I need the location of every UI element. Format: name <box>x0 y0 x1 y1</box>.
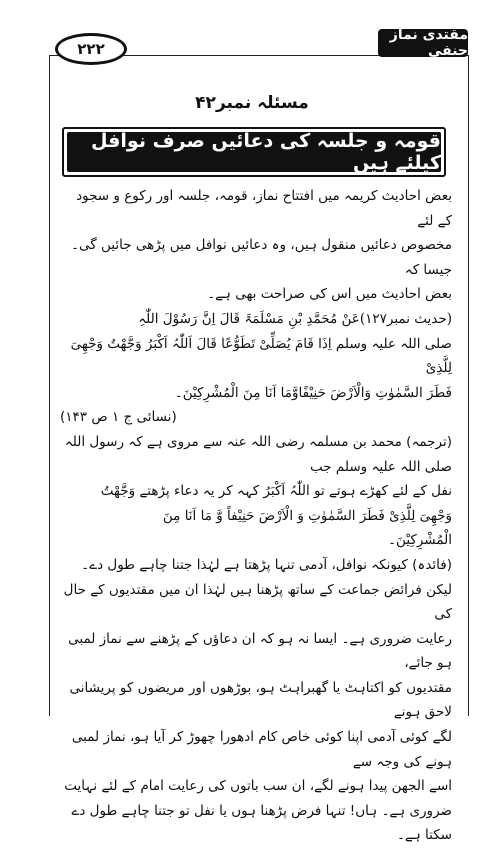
body-text <box>60 184 452 848</box>
text-line: ضروری ہے۔ ہاں! تنہا فرض پڑھنا ہوں یا نفل تو جتنا چاہے طول دے سکتا ہے۔ <box>71 802 452 844</box>
translation-line: الْمُشْرِکِیْنَ۔ <box>388 532 452 549</box>
hadith-line: صلی اللہ علیہ وسلم اِذَا قَامَ یُصَلِّیْ تَطَوُّعًا قَالَ اَللّٰہُ اَکْبَرُ وَجَّھْتُ وَجْھِیَ لِلَّذِیْ <box>70 335 452 377</box>
chapter-banner <box>62 127 446 177</box>
text-line: بعض احادیث کریمہ میں افتتاح نماز، قومہ، جلسہ اور رکوع و سجود کے لئے <box>76 188 452 229</box>
text-line: مخصوص دعائیں منقول ہیں، وہ دعائیں نوافل میں پڑھی جائیں گی۔ جیسا کہ <box>71 237 452 278</box>
masala-number: مسئلہ نمبر۴۲ <box>195 93 309 113</box>
book-title-badge <box>378 29 468 57</box>
translation-line: وَجْھِیَ لِلَّذِیْ فَطَرَ السَّمٰوٰتِ وَ الْاَرْضَ حَنِیْفاً وَّ مَا اَنَا مِنَ <box>162 507 452 524</box>
text-line: اسے الجھن پیدا ہونے لگے، ان سب باتوں کی رعایت امام کے لئے نہایت <box>64 778 452 795</box>
text-line: مقتدیوں کو اکتاہٹ یا گھبراہٹ ہو، بوڑھوں اور مریضوں کو پریشانی لاحق ہونے <box>69 679 452 721</box>
chapter-banner-title: قومہ و جلسہ کی دعائیں صرف نوافل کیلئے ہیں <box>67 132 441 172</box>
translation-line: (ترجمہ) محمد بن مسلمہ رضی اللہ عنہ سے مروی ہے کہ رسول اللہ صلی اللہ علیہ وسلم جب <box>64 433 452 475</box>
page-number-text: ۲۲۲ <box>77 40 105 58</box>
hadith-line: فَطَرَ السَّمٰوٰتِ وَالْاَرْضَ حَنِیْفًاوَّمَا اَنَا مِنَ الْمُشْرِکِیْنَ۔ <box>174 384 452 401</box>
text-line: لیکن فرائض جماعت کے ساتھ پڑھنا ہیں لہٰذا ان میں مقتدیوں کے حال کی <box>63 581 452 623</box>
text-line: لگے کوئی آدمی اپنا کوئی خاص کام ادھورا چھوڑ کر آیا ہو، نماز لمبی ہونے کی وجہ سے <box>71 729 452 770</box>
book-title-text: مقتدی نماز حنفی <box>389 27 468 59</box>
hadith-reference: (نسائی ج ۱ ص ۱۴۳) <box>60 409 177 426</box>
page-number <box>55 33 127 65</box>
hadith-line: (حدیث نمبر۱۲۷)عَنْ مُحَمَّدِ بْنِ مَسْلَمَۃَ قَالَ اِنَّ رَسُوْلَ اللّٰہِ <box>138 310 452 327</box>
text-line: بعض احادیث میں اس کی صراحت بھی ہے۔ <box>207 286 452 303</box>
text-line: رعایت ضروری ہے۔ ایسا نہ ہو کہ ان دعاؤں کے پڑھنے سے نماز لمبی ہو جائے، <box>68 630 452 672</box>
faida-line: (فائدہ) کیونکہ نوافل، آدمی تنہا پڑھتا ہے لہٰذا جتنا چاہے طول دے۔ <box>81 556 452 573</box>
translation-line: نفل کے لئے کھڑے ہوتے تو اللّٰہُ اَکْبَرُ کہہ کر یہ دعاء پڑھتے وَجَّھْتُ <box>100 483 452 500</box>
